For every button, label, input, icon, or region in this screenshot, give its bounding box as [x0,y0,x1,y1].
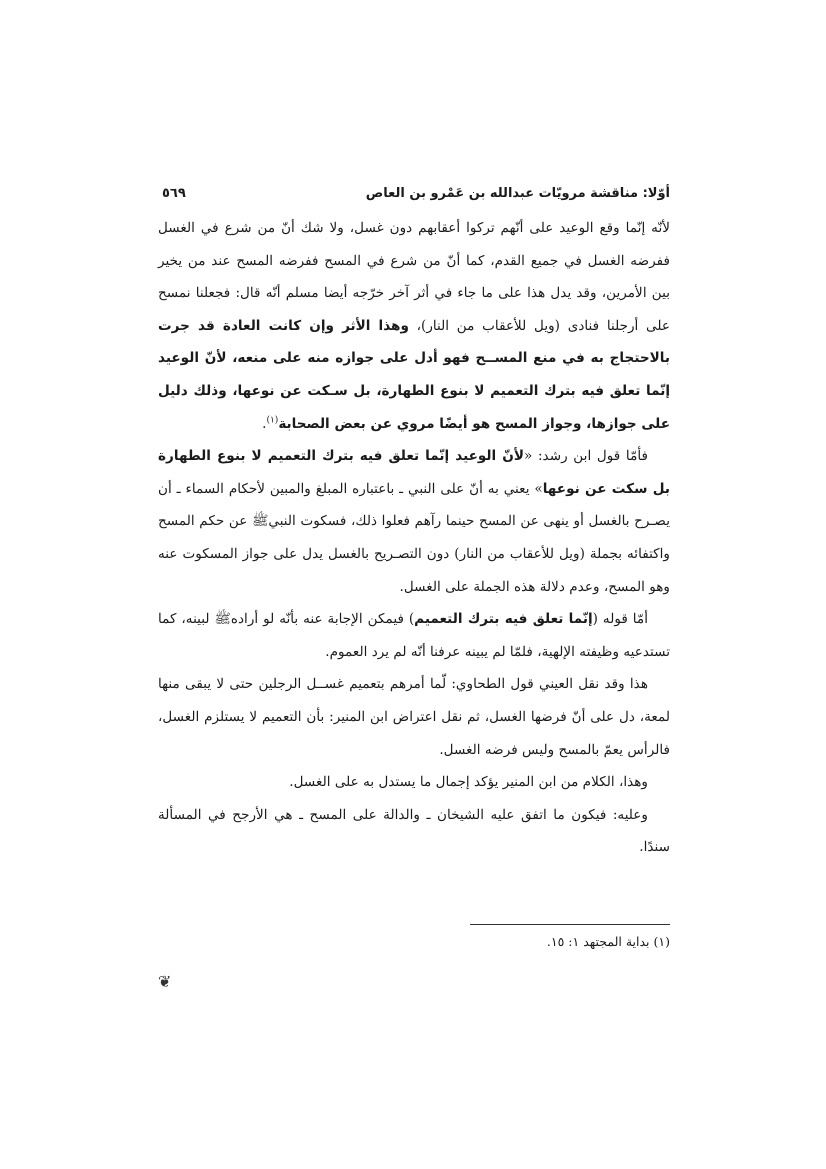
running-title: أوّلا: مناقشة مرويّات عبدالله بن عَمْرو بن العاص [365,186,670,201]
paragraph-2-rest: » يعني به أنّ على النبي ـ باعتباره المبلغ والمبين لأحكام السماء ـ أن يصـرح بالغسل أو ينهى عن المسح حينما رآهم فعلوا ذلك، فسكوت النبيﷺ عن حكم المسح واكتفائه بجملة (ويل للأعقاب من النار) دون التصـريح بالغسل يدل على جواز المسكوت عنه وهو المسح، وعدم دلالة هذه الجملة على الغسل. [158,480,670,595]
paragraph-1 [158,212,670,440]
page-number: ٥٦٩ [162,186,186,201]
footnote-divider [470,924,670,925]
paragraph-1-bold-quote: وهذا الأثر وإن كانت العادة قد جرت بالاحتجاج به في منع المســح فهو أدل على جوازه منه على منعه، لأنّ الوعيد إنّما تعلق فيه بترك التعميم لا بنوع الطهارة، بل سـكت عن نوعها، وذلك دليل على جوازها، وجواز المسح هو أيضًا مروي عن بعض الصحابة [158,317,670,432]
footnote-ref-1[interactable]: (١) [266,415,279,426]
paragraph-2 [158,440,670,603]
paragraph-4: هذا وقد نقل العيني قول الطحاوي: لّما أمرهم بتعميم غســل الرجلين حتى لا يبقى منها لمعة، دل على أنّ فرضها الغسل، ثم نقل اعتراض ابن المنير: بأن التعميم لا يستلزم الغسل، فالرأس يعمّ بالمسح وليس فرضه الغسل. [158,676,670,758]
paragraph-1-text: لأنّه إنّما وقع الوعيد على أنّهم تركوا أعقابهم دون غسل، ولا شك أنّ من شرع في الغسل ففرضه الغسل في جميع القدم، كما أنّ من شرع في المسح ففرضه المسح عند من يخير بين الأمرين، وقد يدل هذا على ما جاء في أثر آخر خرّجه أيضا مسلم أنّه قال: فجعلنا نمسح على أرجلنا فنادى (ويل للأعقاب من النار)، [158,220,670,334]
fleuron-ornament-icon: ❦ [158,972,172,991]
page-body [158,212,670,864]
paragraph-3-bold-quote: إنّما تعلق فيه بترك التعميم [414,611,593,628]
paragraph-3-lead: أمّا قوله ( [592,611,648,628]
page-header [158,182,670,212]
paragraph-2-lead: فأمّا قول ابن رشد: « [524,448,648,465]
paragraph-2-bold-quote: لأنّ الوعيد إنّما تعلق فيه بترك التعميم لا بنوع الطهارة بل سكت عن نوعها [158,448,670,497]
paragraph-1-end: . [262,415,267,432]
footnote-1: (١) بداية المجتهد ١: ١٥. [546,934,670,949]
paragraph-5: وهذا، الكلام من ابن المنير يؤكد إجمال ما يستدل به على الغسل. [289,774,648,791]
book-page [158,182,670,991]
paragraph-3 [158,603,670,668]
paragraph-6: وعليه: فيكون ما اتفق عليه الشيخان ـ والدالة على المسح ـ هي الأرجح في المسألة سندًا. [158,806,670,856]
paragraph-3-rest: ) فيمكن الإجابة عنه بأنّه لو أرادهﷺ لبينه، كما تستدعيه وظيفته الإلهية، فلمّا لم يبينه عرفنا أنّه لم يرد العموم. [158,611,670,660]
